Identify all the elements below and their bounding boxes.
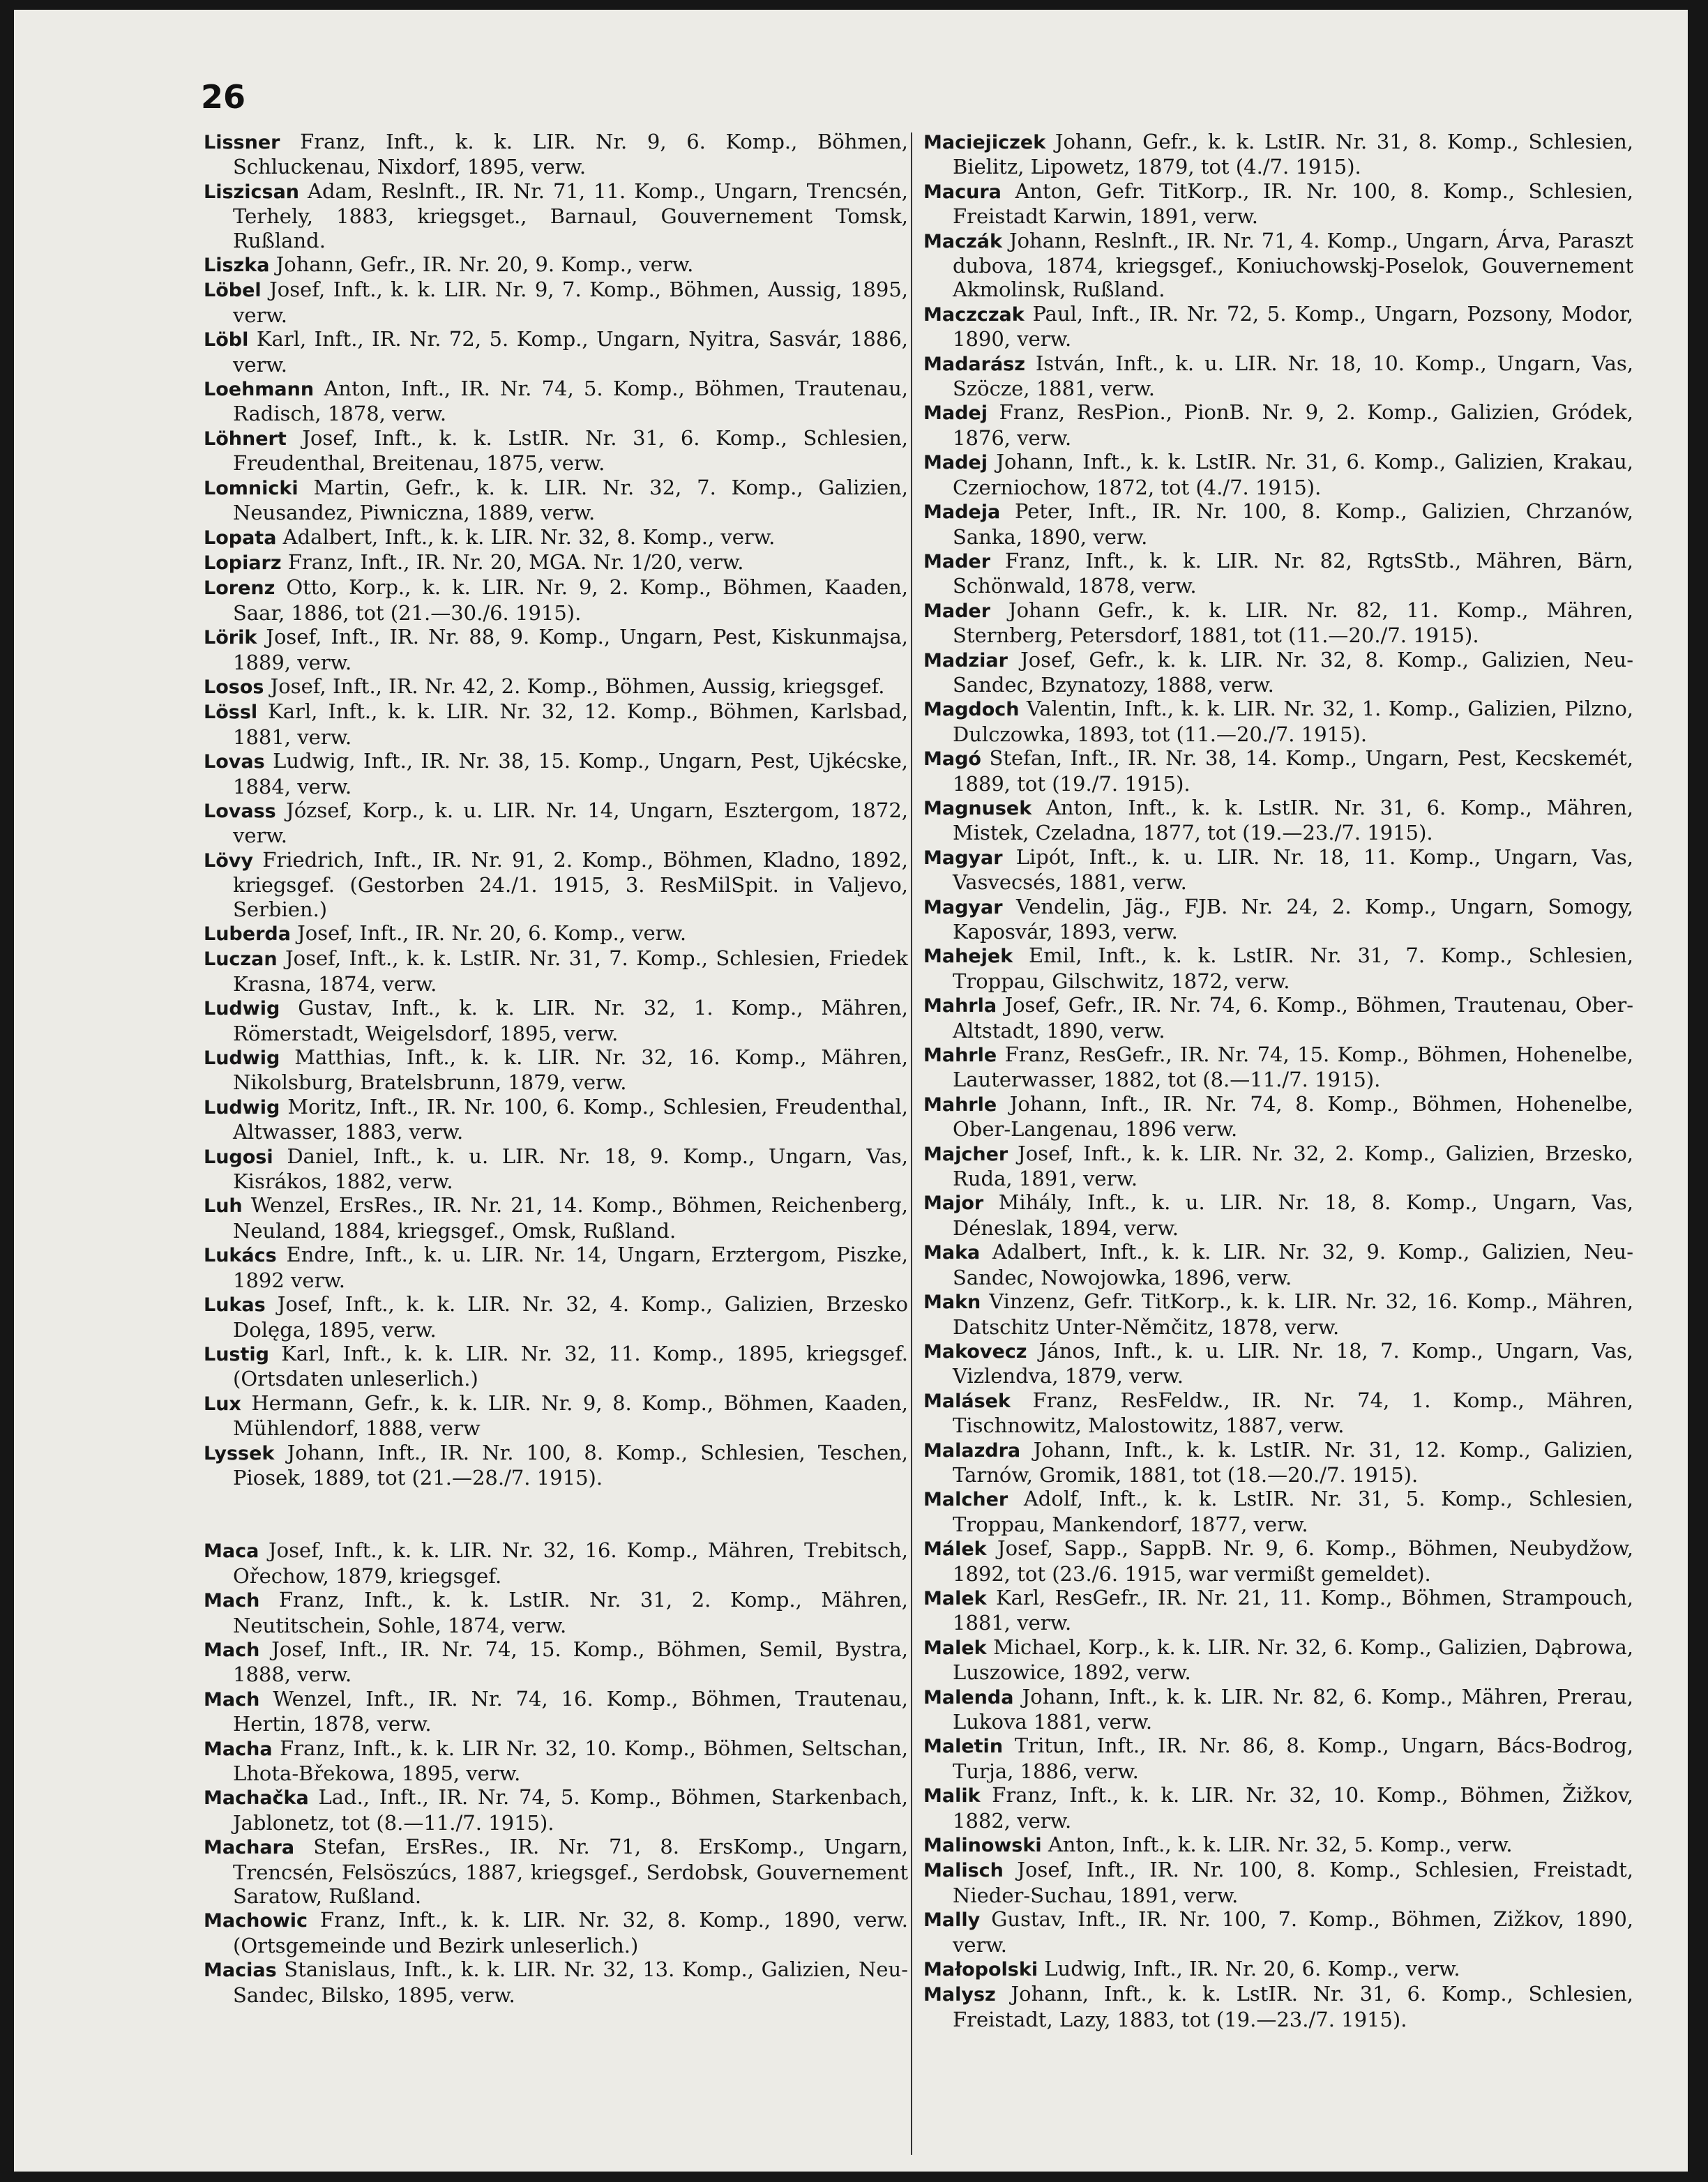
register-entry — [923, 796, 1633, 845]
entry-surname: Mahrle — [923, 1093, 997, 1116]
register-entry — [923, 499, 1633, 549]
register-entry — [204, 1441, 908, 1490]
register-entry — [204, 525, 908, 550]
entry-details: Franz, Inft., k. k. LIR. Nr. 32, 8. Komp., 1890, verw. (Ortsgemeinde und Bezirk unleserlich.) — [233, 1908, 909, 1957]
entry-surname: Liszka — [204, 255, 270, 277]
entry-surname: Löbel — [204, 280, 262, 302]
entry-surname: Magó — [923, 748, 981, 771]
entry-details: Vendelin, Jäg., FJB. Nr. 24, 2. Komp., Ungarn, Somogy, Kaposvár, 1893, verw. — [953, 894, 1634, 944]
register-entry — [204, 1637, 908, 1687]
entry-details: Anton, Inft., k. k. LIR. Nr. 32, 5. Komp., verw. — [1048, 1833, 1513, 1857]
entry-details: Josef, Inft., IR. Nr. 20, 6. Komp., verw. — [297, 921, 687, 945]
entry-surname: Małopolski — [923, 1959, 1038, 1981]
register-entry — [204, 749, 908, 798]
entry-surname: Macura — [923, 181, 1002, 203]
register-entry — [204, 921, 908, 946]
register-entry — [204, 130, 908, 179]
entry-surname: Maletin — [923, 1736, 1004, 1758]
entry-details: Stefan, ErsRes., IR. Nr. 71, 8. ErsKomp., Ungarn, Trencsén, Felsöszúcs, 1887, kriegsgef., Serdobsk, Gouvernement Saratow, Rußland. — [233, 1835, 909, 1909]
register-entry — [204, 575, 908, 625]
entry-details: Paul, Inft., IR. Nr. 72, 5. Komp., Ungarn, Pozsony, Modor, 1890, verw. — [953, 301, 1633, 351]
entry-surname: Loehmann — [204, 379, 315, 401]
entry-details: Wenzel, ErsRes., IR. Nr. 21, 14. Komp., Böhmen, Reichenberg, Neuland, 1884, kriegsgef., Omsk, Rußland. — [233, 1193, 909, 1243]
register-entry — [204, 625, 908, 674]
register-entry — [923, 1487, 1633, 1536]
entry-details: Johann, Inft., IR. Nr. 74, 8. Komp., Böhmen, Hohenelbe, Ober-Langenau, 1896 verw. — [953, 1091, 1633, 1142]
register-entry — [923, 1536, 1633, 1586]
register-entry — [923, 1783, 1633, 1833]
register-entry — [923, 1289, 1633, 1339]
entry-details: Mihály, Inft., k. u. LIR. Nr. 18, 8. Komp., Ungarn, Vas, Déneslak, 1894, verw. — [953, 1190, 1634, 1240]
entry-details: Hermann, Gefr., k. k. LIR. Nr. 9, 8. Komp., Böhmen, Kaaden, Mühlendorf, 1888, verw — [233, 1391, 908, 1441]
register-entry — [923, 944, 1633, 993]
entry-details: Franz, Inft., k. k. LIR. Nr. 82, RgtsStb., Mähren, Bärn, Schönwald, 1878, verw. — [953, 548, 1634, 598]
entry-details: Karl, Inft., IR. Nr. 72, 5. Komp., Ungarn, Nyitra, Sasvár, 1886, verw. — [233, 327, 909, 377]
entry-details: Karl, Inft., k. k. LIR. Nr. 32, 11. Komp., 1895, kriegsgef. (Ortsdaten unleserlich.) — [233, 1341, 908, 1391]
entry-surname: Löhnert — [204, 427, 287, 450]
register-entry — [204, 1045, 908, 1095]
register-entry — [923, 130, 1633, 179]
entry-surname: Madarász — [923, 353, 1025, 375]
entry-details: Adolf, Inft., k. k. LstIR. Nr. 31, 5. Komp., Schlesien, Troppau, Mankendorf, 1877, verw. — [953, 1487, 1634, 1536]
entry-surname: Maca — [204, 1540, 259, 1563]
section-gap — [204, 1490, 908, 1538]
right-column-entries — [923, 130, 1633, 2031]
entry-surname: Malik — [923, 1785, 981, 1808]
entry-details: Josef, Inft., k. k. LstIR. Nr. 31, 7. Komp., Schlesien, Friedek Krasna, 1874, verw. — [233, 946, 908, 996]
entry-surname: Lissner — [204, 132, 280, 153]
register-entry — [923, 351, 1633, 401]
entry-details: Daniel, Inft., k. u. LIR. Nr. 18, 9. Komp., Ungarn, Vas, Kisrákos, 1882, verw. — [233, 1144, 909, 1194]
register-entry — [204, 1835, 908, 1908]
register-entry — [204, 1687, 908, 1736]
entry-details: Adam, Reslnft., IR. Nr. 71, 11. Komp., Ungarn, Trencsén, Terhely, 1883, kriegsget., Barnaul, Gouvernement Tomsk, Rußland. — [233, 179, 909, 252]
entry-details: Franz, ResPion., PionB. Nr. 9, 2. Komp., Galizien, Gródek, 1876, verw. — [953, 400, 1634, 450]
register-entry — [923, 400, 1633, 450]
entry-details: Adalbert, Inft., k. k. LIR. Nr. 32, 8. Komp., verw. — [282, 524, 776, 549]
register-entry — [923, 1907, 1633, 1957]
entry-surname: Lux — [204, 1393, 241, 1415]
entry-surname: Mach — [204, 1590, 260, 1612]
entry-details: Josef, Inft., IR. Nr. 100, 8. Komp., Schlesien, Freistadt, Nieder-Suchau, 1891, verw. — [953, 1858, 1634, 1907]
entry-details: Anton, Inft., k. k. LstIR. Nr. 31, 6. Komp., Mähren, Mistek, Czeladna, 1877, tot (19.—23./7. 1915). — [953, 795, 1634, 845]
register-entry — [204, 674, 908, 699]
register-entry — [204, 179, 908, 252]
entry-details: Peter, Inft., IR. Nr. 100, 8. Komp., Galizien, Chrzanów, Sanka, 1890, verw. — [953, 499, 1633, 549]
entry-details: Josef, Inft., k. k. LIR. Nr. 32, 16. Komp., Mähren, Trebitsch, Ořechow, 1879, kriegsgef. — [233, 1538, 908, 1588]
register-entry — [204, 252, 908, 278]
register-entry — [204, 278, 908, 327]
entry-details: Ludwig, Inft., IR. Nr. 20, 6. Komp., verw. — [1044, 1957, 1460, 1981]
register-entry — [204, 1908, 908, 1957]
entry-surname: Makn — [923, 1291, 981, 1314]
entry-details: Stefan, Inft., IR. Nr. 38, 14. Komp., Ungarn, Pest, Kecskemét, 1889, tot (19./7. 1915). — [953, 746, 1633, 796]
entry-details: Stanislaus, Inft., k. k. LIR. Nr. 32, 13. Komp., Galizien, Neu-Sandec, Bilsko, 1895, verw. — [233, 1957, 908, 2007]
entry-details: Johann, Gefr., IR. Nr. 20, 9. Komp., verw. — [275, 252, 694, 277]
entry-details: Josef, Inft., IR. Nr. 88, 9. Komp., Ungarn, Pest, Kiskunmajsa, 1889, verw. — [233, 625, 908, 674]
entry-details: Valentin, Inft., k. k. LIR. Nr. 32, 1. Komp., Galizien, Pilzno, Dulczowka, 1893, tot (11.—20./7. 1915). — [953, 697, 1634, 746]
register-entry — [923, 1438, 1633, 1487]
register-entry — [204, 1342, 908, 1391]
entry-surname: Machačka — [204, 1787, 309, 1810]
entry-details: Martin, Gefr., k. k. LIR. Nr. 32, 7. Komp., Galizien, Neusandez, Piwniczna, 1889, verw. — [233, 475, 908, 525]
entry-surname: Malazdra — [923, 1439, 1021, 1462]
register-entry — [923, 179, 1633, 229]
entry-surname: Lovas — [204, 751, 265, 773]
entry-details: Otto, Korp., k. k. LIR. Nr. 9, 2. Komp., Böhmen, Kaaden, Saar, 1886, tot (21.—30./6. 1915). — [233, 575, 909, 625]
entry-surname: Madeja — [923, 501, 1001, 524]
register-entry — [923, 895, 1633, 944]
register-entry — [923, 1685, 1633, 1734]
entry-surname: Losos — [204, 676, 264, 698]
entry-details: Friedrich, Inft., IR. Nr. 91, 2. Komp., Böhmen, Kladno, 1892, kriegsgef. (Gestorben 24./1. 1915, 3. ResMilSpit. in Valjevo, Serbien.) — [233, 847, 908, 921]
entry-surname: Maczák — [923, 230, 1002, 252]
entry-surname: Macias — [204, 1960, 277, 1982]
register-entry — [923, 1092, 1633, 1142]
entry-details: Gustav, Inft., IR. Nr. 100, 7. Komp., Böhmen, Zižkov, 1890, verw. — [953, 1907, 1633, 1957]
entry-surname: Madziar — [923, 649, 1008, 672]
entry-surname: Malásek — [923, 1390, 1011, 1412]
entry-details: Josef, Inft., k. k. LIR. Nr. 32, 4. Komp., Galizien, Brzesko Dolęga, 1895, verw. — [233, 1292, 908, 1342]
entry-details: Johann, Inft., k. k. LIR. Nr. 82, 6. Komp., Mähren, Prerau, Lukova 1881, verw. — [953, 1684, 1633, 1734]
entry-surname: Madej — [923, 402, 988, 425]
entry-surname: Lyssek — [204, 1442, 275, 1464]
entry-details: Endre, Inft., k. u. LIR. Nr. 14, Ungarn, Erztergom, Piszke, 1892 verw. — [233, 1243, 909, 1292]
entry-surname: Mader — [923, 600, 991, 622]
entry-details: István, Inft., k. u. LIR. Nr. 18, 10. Komp., Ungarn, Vas, Szöcze, 1881, verw. — [953, 351, 1633, 401]
register-entry — [923, 648, 1633, 697]
register-entry — [923, 1142, 1633, 1191]
entry-surname: Macha — [204, 1738, 273, 1760]
entry-surname: Machowic — [204, 1910, 308, 1932]
entry-surname: Machara — [204, 1837, 295, 1859]
register-entry — [923, 845, 1633, 895]
entry-surname: Lörik — [204, 627, 257, 649]
register-entry — [204, 1095, 908, 1144]
register-entry — [204, 327, 908, 377]
entry-surname: Málek — [923, 1538, 987, 1561]
register-entry — [923, 450, 1633, 499]
entry-surname: Löbl — [204, 329, 249, 351]
entry-surname: Madej — [923, 452, 988, 474]
entry-surname: Ludwig — [204, 1096, 280, 1119]
entry-surname: Makovecz — [923, 1340, 1027, 1363]
entry-details: Lad., Inft., IR. Nr. 74, 5. Komp., Böhmen, Starkenbach, Jablonetz, tot (8.—11./7. 1915). — [233, 1785, 908, 1835]
right-column — [923, 130, 1633, 2031]
entry-details: Lipót, Inft., k. u. LIR. Nr. 18, 11. Komp., Ungarn, Vas, Vasvecsés, 1881, verw. — [953, 844, 1633, 895]
entry-details: Wenzel, Inft., IR. Nr. 74, 16. Komp., Böhmen, Trautenau, Hertin, 1878, verw. — [233, 1686, 909, 1736]
register-entry — [204, 377, 908, 426]
register-entry — [923, 1982, 1633, 2031]
register-entry — [204, 699, 908, 749]
entry-surname: Magyar — [923, 847, 1003, 869]
entry-surname: Lössl — [204, 702, 258, 724]
entry-details: Josef, Inft., k. k. LIR. Nr. 9, 7. Komp., Böhmen, Aussig, 1895, verw. — [233, 278, 908, 327]
register-entry — [923, 746, 1633, 796]
entry-surname: Lukas — [204, 1294, 266, 1317]
entry-details: Josef, Sapp., SappB. Nr. 9, 6. Komp., Böhmen, Neubydžow, 1892, tot (23./6. 1915, war vermißt gemeldet). — [953, 1536, 1634, 1586]
register-entry — [923, 1734, 1633, 1783]
register-entry — [923, 549, 1633, 598]
entry-details: Anton, Gefr. TitKorp., IR. Nr. 100, 8. Komp., Schlesien, Freistadt Karwin, 1891, verw. — [953, 179, 1633, 229]
entry-details: Johann, Inft., k. k. LstIR. Nr. 31, 12. Komp., Galizien, Tarnów, Gromik, 1881, tot (18.—20./7. 1915). — [953, 1437, 1633, 1487]
register-entry — [204, 550, 908, 575]
entry-details: József, Korp., k. u. LIR. Nr. 14, Ungarn, Esztergom, 1872, verw. — [233, 798, 909, 848]
register-entry — [204, 1957, 908, 2007]
entry-surname: Malinowski — [923, 1835, 1042, 1857]
entry-details: Josef, Gefr., IR. Nr. 74, 6. Komp., Böhmen, Trautenau, Ober-Altstadt, 1890, verw. — [953, 993, 1633, 1043]
entry-details: Karl, ResGefr., IR. Nr. 21, 11. Komp., Böhmen, Strampouch, 1881, verw. — [953, 1585, 1634, 1635]
column-divider — [911, 132, 912, 2155]
entry-surname: Lugosi — [204, 1146, 273, 1168]
entry-details: Johann, Reslnft., IR. Nr. 71, 4. Komp., Ungarn, Árva, Paraszt dubova, 1874, kriegsgef., Koniuchowskj-Poselok, Gouvernement Akmolinsk, Rußland. — [953, 228, 1633, 302]
register-entry — [204, 1292, 908, 1342]
register-entry — [204, 1785, 908, 1835]
register-entry — [923, 598, 1633, 648]
entry-surname: Mally — [923, 1909, 981, 1932]
entry-details: Ludwig, Inft., IR. Nr. 38, 15. Komp., Ungarn, Pest, Ujkécske, 1884, verw. — [233, 749, 909, 798]
register-entry — [204, 798, 908, 848]
register-entry — [923, 697, 1633, 746]
entry-details: Johann, Inft., k. k. LstIR. Nr. 31, 6. Komp., Schlesien, Freistadt, Lazy, 1883, tot (19.—23./7. 1915). — [953, 1982, 1633, 2031]
entry-surname: Lomnicki — [204, 477, 298, 499]
register-entry — [923, 1586, 1633, 1635]
entry-surname: Mahejek — [923, 946, 1013, 968]
entry-surname: Mahrle — [923, 1045, 997, 1067]
entry-details: Franz, Inft., k. k. LIR. Nr. 9, 6. Komp., Böhmen, Schluckenau, Nixdorf, 1895, verw. — [233, 130, 908, 179]
register-entry — [923, 1240, 1633, 1289]
register-entry — [923, 1858, 1633, 1907]
register-entry — [923, 1339, 1633, 1388]
entry-details: Johann, Gefr., k. k. LstIR. Nr. 31, 8. Komp., Schlesien, Bielitz, Lipowetz, 1879, tot (4./7. 1915). — [953, 130, 1633, 179]
entry-surname: Lövy — [204, 849, 253, 872]
entry-surname: Lopiarz — [204, 552, 282, 574]
register-entry — [204, 1538, 908, 1588]
entry-details: Josef, Inft., k. k. LstIR. Nr. 31, 6. Komp., Schlesien, Freudenthal, Breitenau, 1875, verw. — [233, 425, 908, 476]
entry-surname: Magnusek — [923, 797, 1032, 819]
entry-surname: Malek — [923, 1637, 987, 1659]
register-entry — [204, 1144, 908, 1194]
entry-details: Emil, Inft., k. k. LstIR. Nr. 31, 7. Komp., Schlesien, Troppau, Gilschwitz, 1872, verw. — [953, 944, 1633, 993]
register-entry — [923, 993, 1633, 1043]
register-entry — [923, 302, 1633, 351]
entry-details: Josef, Gefr., k. k. LIR. Nr. 32, 8. Komp., Galizien, Neu-Sandec, Bzynatozy, 1888, verw. — [953, 647, 1633, 697]
entry-surname: Luczan — [204, 948, 278, 971]
entry-surname: Luh — [204, 1195, 243, 1218]
entry-surname: Malysz — [923, 1984, 996, 2006]
register-entry — [204, 848, 908, 921]
entry-surname: Magdoch — [923, 699, 1020, 721]
register-entry — [204, 996, 908, 1045]
entry-details: Tritun, Inft., IR. Nr. 86, 8. Komp., Ungarn, Bács-Bodrog, Turja, 1886, verw. — [953, 1734, 1634, 1783]
entry-details: Franz, Inft., k. k. LIR Nr. 32, 10. Komp., Böhmen, Seltschan, Lhota-Břekowa, 1895, verw. — [233, 1736, 908, 1785]
entry-surname: Malcher — [923, 1489, 1008, 1511]
entry-details: Gustav, Inft., k. k. LIR. Nr. 32, 1. Komp., Mähren, Römerstadt, Weigelsdorf, 1895, verw. — [233, 996, 908, 1045]
register-entry — [204, 1391, 908, 1441]
register-entry — [923, 1043, 1633, 1092]
entry-details: János, Inft., k. u. LIR. Nr. 18, 7. Komp., Ungarn, Vas, Vizlendva, 1879, verw. — [953, 1338, 1634, 1388]
entry-surname: Ludwig — [204, 1047, 280, 1070]
entry-surname: Ludwig — [204, 998, 280, 1020]
entry-details: Karl, Inft., k. k. LIR. Nr. 32, 12. Komp., Böhmen, Karlsbad, 1881, verw. — [233, 699, 908, 749]
entry-details: Franz, Inft., IR. Nr. 20, MGA. Nr. 1/20, verw. — [287, 550, 744, 574]
entry-details: Vinzenz, Gefr. TitKorp., k. k. LIR. Nr. 32, 16. Komp., Mähren, Datschitz Unter-Němčitz, 1878, verw. — [953, 1289, 1634, 1339]
entry-surname: Maciejiczek — [923, 132, 1046, 153]
register-entry — [204, 946, 908, 996]
register-entry — [204, 476, 908, 525]
entry-surname: Liszicsan — [204, 181, 300, 203]
register-entry — [923, 1957, 1633, 1982]
entry-surname: Lovass — [204, 800, 276, 822]
register-entry — [204, 1736, 908, 1786]
entry-surname: Maczczak — [923, 303, 1025, 326]
entry-surname: Mach — [204, 1639, 260, 1661]
entry-surname: Mader — [923, 550, 991, 573]
entry-surname: Lukács — [204, 1245, 277, 1267]
register-entry — [204, 1193, 908, 1243]
entry-surname: Maka — [923, 1242, 981, 1264]
register-entry — [923, 229, 1633, 302]
entry-surname: Majcher — [923, 1143, 1008, 1165]
entry-surname: Lorenz — [204, 577, 275, 600]
left-column-entries-l — [204, 130, 908, 1490]
entry-details: Anton, Inft., IR. Nr. 74, 5. Komp., Böhmen, Trautenau, Radisch, 1878, verw. — [233, 377, 908, 426]
entry-details: Franz, Inft., k. k. LIR. Nr. 32, 10. Komp., Böhmen, Žižkov, 1882, verw. — [953, 1783, 1634, 1833]
entry-surname: Mahrla — [923, 995, 997, 1017]
register-entry — [923, 1833, 1633, 1858]
entry-surname: Lopata — [204, 526, 277, 549]
entry-details: Johann, Inft., k. k. LstIR. Nr. 31, 6. Komp., Galizien, Krakau, Czerniochow, 1872, tot (4./7. 1915). — [953, 450, 1634, 499]
register-entry — [923, 1635, 1633, 1685]
page-number: 26 — [201, 78, 246, 116]
register-entry — [204, 426, 908, 476]
register-entry — [204, 1243, 908, 1292]
register-entry — [204, 1588, 908, 1637]
entry-surname: Luberda — [204, 923, 291, 945]
entry-surname: Malisch — [923, 1860, 1004, 1882]
entry-details: Josef, Inft., k. k. LIR. Nr. 32, 2. Komp., Galizien, Brzesko, Ruda, 1891, verw. — [953, 1141, 1634, 1191]
entry-details: Michael, Korp., k. k. LIR. Nr. 32, 6. Komp., Galizien, Dąbrowa, Luszowice, 1892, verw. — [953, 1635, 1634, 1685]
entry-surname: Malenda — [923, 1686, 1014, 1709]
entry-details: Franz, Inft., k. k. LstIR. Nr. 31, 2. Komp., Mähren, Neutitschein, Sohle, 1874, verw. — [233, 1588, 908, 1637]
entry-surname: Malek — [923, 1587, 987, 1609]
entry-details: Johann, Inft., IR. Nr. 100, 8. Komp., Schlesien, Teschen, Piosek, 1889, tot (21.—28./7. 1915). — [233, 1440, 908, 1490]
entry-details: Matthias, Inft., k. k. LIR. Nr. 32, 16. Komp., Mähren, Nikolsburg, Bratelsbrunn, 1879, verw. — [233, 1045, 908, 1095]
entry-details: Johann Gefr., k. k. LIR. Nr. 82, 11. Komp., Mähren, Sternberg, Petersdorf, 1881, tot (11.—20./7. 1915). — [953, 598, 1633, 648]
entry-surname: Major — [923, 1192, 984, 1215]
entry-details: Josef, Inft., IR. Nr. 74, 15. Komp., Böhmen, Semil, Bystra, 1888, verw. — [233, 1637, 908, 1687]
entry-details: Franz, ResGefr., IR. Nr. 74, 15. Komp., Böhmen, Hohenelbe, Lauterwasser, 1882, tot (8.—11./7. 1915). — [953, 1043, 1633, 1092]
left-column — [204, 130, 908, 2007]
entry-details: Josef, Inft., IR. Nr. 42, 2. Komp., Böhmen, Aussig, kriegsgef. — [270, 674, 885, 698]
entry-details: Moritz, Inft., IR. Nr. 100, 6. Komp., Schlesien, Freudenthal, Altwasser, 1883, verw. — [233, 1094, 908, 1144]
entry-surname: Lustig — [204, 1343, 269, 1365]
left-column-entries-m — [204, 1538, 908, 2007]
entry-details: Adalbert, Inft., k. k. LIR. Nr. 32, 9. Komp., Galizien, Neu-Sandec, Nowojowka, 1896, verw. — [953, 1240, 1634, 1289]
register-entry — [923, 1388, 1633, 1438]
document-page — [14, 10, 1688, 2172]
entry-surname: Mach — [204, 1688, 260, 1711]
entry-details: Franz, ResFeldw., IR. Nr. 74, 1. Komp., Mähren, Tischnowitz, Malostowitz, 1887, verw. — [953, 1388, 1633, 1438]
entry-surname: Magyar — [923, 896, 1003, 918]
register-entry — [923, 1190, 1633, 1240]
